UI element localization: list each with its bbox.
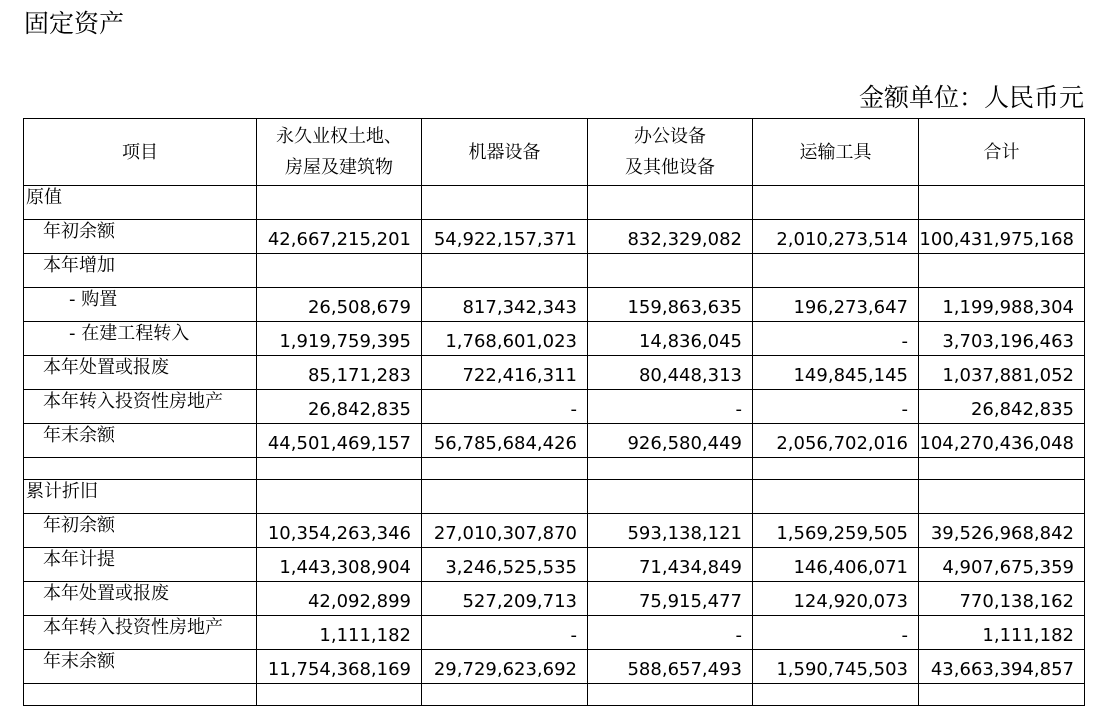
value-cell: [919, 480, 1085, 514]
row-label: 年末余额: [24, 424, 257, 458]
row-label: [24, 684, 257, 706]
value-cell: 4,907,675,359: [919, 548, 1085, 582]
value-cell: [588, 480, 753, 514]
value-cell: 159,863,635: [588, 288, 753, 322]
value-cell: 593,138,121: [588, 514, 753, 548]
currency-unit-label: 金额单位：人民币元: [858, 83, 1084, 112]
table-row: [24, 254, 1085, 288]
value-cell: [257, 186, 422, 220]
table-row: [24, 582, 1085, 616]
row-label: - 购置: [24, 288, 257, 322]
value-cell: 44,501,469,157: [257, 424, 422, 458]
value-cell: [257, 684, 422, 706]
value-cell: [753, 684, 919, 706]
table-body: [24, 186, 1085, 706]
value-cell: [753, 186, 919, 220]
value-cell: -: [753, 616, 919, 650]
value-cell: 85,171,283: [257, 356, 422, 390]
value-cell: 1,569,259,505: [753, 514, 919, 548]
value-cell: 588,657,493: [588, 650, 753, 684]
value-cell: 54,922,157,371: [422, 220, 588, 254]
value-cell: [753, 458, 919, 480]
value-cell: 75,915,477: [588, 582, 753, 616]
table-header-row: [24, 119, 1085, 186]
value-cell: [257, 480, 422, 514]
value-cell: 80,448,313: [588, 356, 753, 390]
row-label: 年末余额: [24, 650, 257, 684]
value-cell: -: [588, 390, 753, 424]
table-row: [24, 480, 1085, 514]
value-cell: [422, 254, 588, 288]
row-label: - 在建工程转入: [24, 322, 257, 356]
value-cell: [422, 480, 588, 514]
value-cell: [919, 254, 1085, 288]
value-cell: [919, 684, 1085, 706]
value-cell: 11,754,368,169: [257, 650, 422, 684]
value-cell: 770,138,162: [919, 582, 1085, 616]
value-cell: 832,329,082: [588, 220, 753, 254]
value-cell: 29,729,623,692: [422, 650, 588, 684]
value-cell: 817,342,343: [422, 288, 588, 322]
row-label: 累计折旧: [24, 480, 257, 514]
value-cell: 3,246,525,535: [422, 548, 588, 582]
header-machinery: 机器设备: [422, 119, 588, 186]
header-vehicles: 运输工具: [753, 119, 919, 186]
value-cell: [588, 254, 753, 288]
table-row: [24, 220, 1085, 254]
value-cell: 42,092,899: [257, 582, 422, 616]
value-cell: 149,845,145: [753, 356, 919, 390]
value-cell: 527,209,713: [422, 582, 588, 616]
value-cell: 10,354,263,346: [257, 514, 422, 548]
row-label: 本年转入投资性房地产: [24, 390, 257, 424]
value-cell: [919, 458, 1085, 480]
table-row: [24, 322, 1085, 356]
value-cell: -: [588, 616, 753, 650]
value-cell: 2,010,273,514: [753, 220, 919, 254]
table-row: [24, 186, 1085, 220]
value-cell: [257, 254, 422, 288]
header-item: 项目: [24, 119, 257, 186]
value-cell: 196,273,647: [753, 288, 919, 322]
value-cell: [257, 458, 422, 480]
table-row: [24, 288, 1085, 322]
value-cell: 124,920,073: [753, 582, 919, 616]
value-cell: 722,416,311: [422, 356, 588, 390]
value-cell: [588, 458, 753, 480]
value-cell: 1,768,601,023: [422, 322, 588, 356]
table-row: [24, 424, 1085, 458]
table-row: [24, 548, 1085, 582]
value-cell: [588, 186, 753, 220]
page-title: 固定资产: [24, 9, 125, 38]
value-cell: -: [422, 390, 588, 424]
value-cell: 3,703,196,463: [919, 322, 1085, 356]
value-cell: 1,037,881,052: [919, 356, 1085, 390]
value-cell: [422, 186, 588, 220]
table-row: [24, 650, 1085, 684]
table-row: [24, 390, 1085, 424]
value-cell: [753, 254, 919, 288]
value-cell: 1,199,988,304: [919, 288, 1085, 322]
table-row: [24, 356, 1085, 390]
row-label: [24, 458, 257, 480]
value-cell: 1,590,745,503: [753, 650, 919, 684]
row-label: 本年转入投资性房地产: [24, 616, 257, 650]
row-label: 原值: [24, 186, 257, 220]
value-cell: 1,111,182: [919, 616, 1085, 650]
value-cell: [422, 458, 588, 480]
row-label: 年初余额: [24, 514, 257, 548]
row-label: 本年增加: [24, 254, 257, 288]
row-label: 年初余额: [24, 220, 257, 254]
row-label: 本年处置或报废: [24, 356, 257, 390]
value-cell: 56,785,684,426: [422, 424, 588, 458]
row-label: 本年处置或报废: [24, 582, 257, 616]
table-spacer-row: [24, 684, 1085, 706]
value-cell: 104,270,436,048: [919, 424, 1085, 458]
table-row: [24, 616, 1085, 650]
value-cell: 1,111,182: [257, 616, 422, 650]
header-land-buildings: 永久业权土地、 房屋及建筑物: [257, 119, 422, 186]
fixed-assets-table: [23, 118, 1085, 706]
value-cell: 26,842,835: [257, 390, 422, 424]
row-label: 本年计提: [24, 548, 257, 582]
value-cell: 926,580,449: [588, 424, 753, 458]
value-cell: [919, 186, 1085, 220]
value-cell: -: [422, 616, 588, 650]
value-cell: 14,836,045: [588, 322, 753, 356]
value-cell: 2,056,702,016: [753, 424, 919, 458]
value-cell: 39,526,968,842: [919, 514, 1085, 548]
value-cell: [422, 684, 588, 706]
table-spacer-row: [24, 458, 1085, 480]
value-cell: 26,842,835: [919, 390, 1085, 424]
value-cell: 100,431,975,168: [919, 220, 1085, 254]
table-row: [24, 514, 1085, 548]
value-cell: 27,010,307,870: [422, 514, 588, 548]
value-cell: 42,667,215,201: [257, 220, 422, 254]
value-cell: 71,434,849: [588, 548, 753, 582]
value-cell: [753, 480, 919, 514]
value-cell: 146,406,071: [753, 548, 919, 582]
value-cell: [588, 684, 753, 706]
value-cell: 1,443,308,904: [257, 548, 422, 582]
header-office-equipment: 办公设备 及其他设备: [588, 119, 753, 186]
header-total: 合计: [919, 119, 1085, 186]
value-cell: -: [753, 390, 919, 424]
value-cell: 26,508,679: [257, 288, 422, 322]
value-cell: 43,663,394,857: [919, 650, 1085, 684]
value-cell: -: [753, 322, 919, 356]
value-cell: 1,919,759,395: [257, 322, 422, 356]
